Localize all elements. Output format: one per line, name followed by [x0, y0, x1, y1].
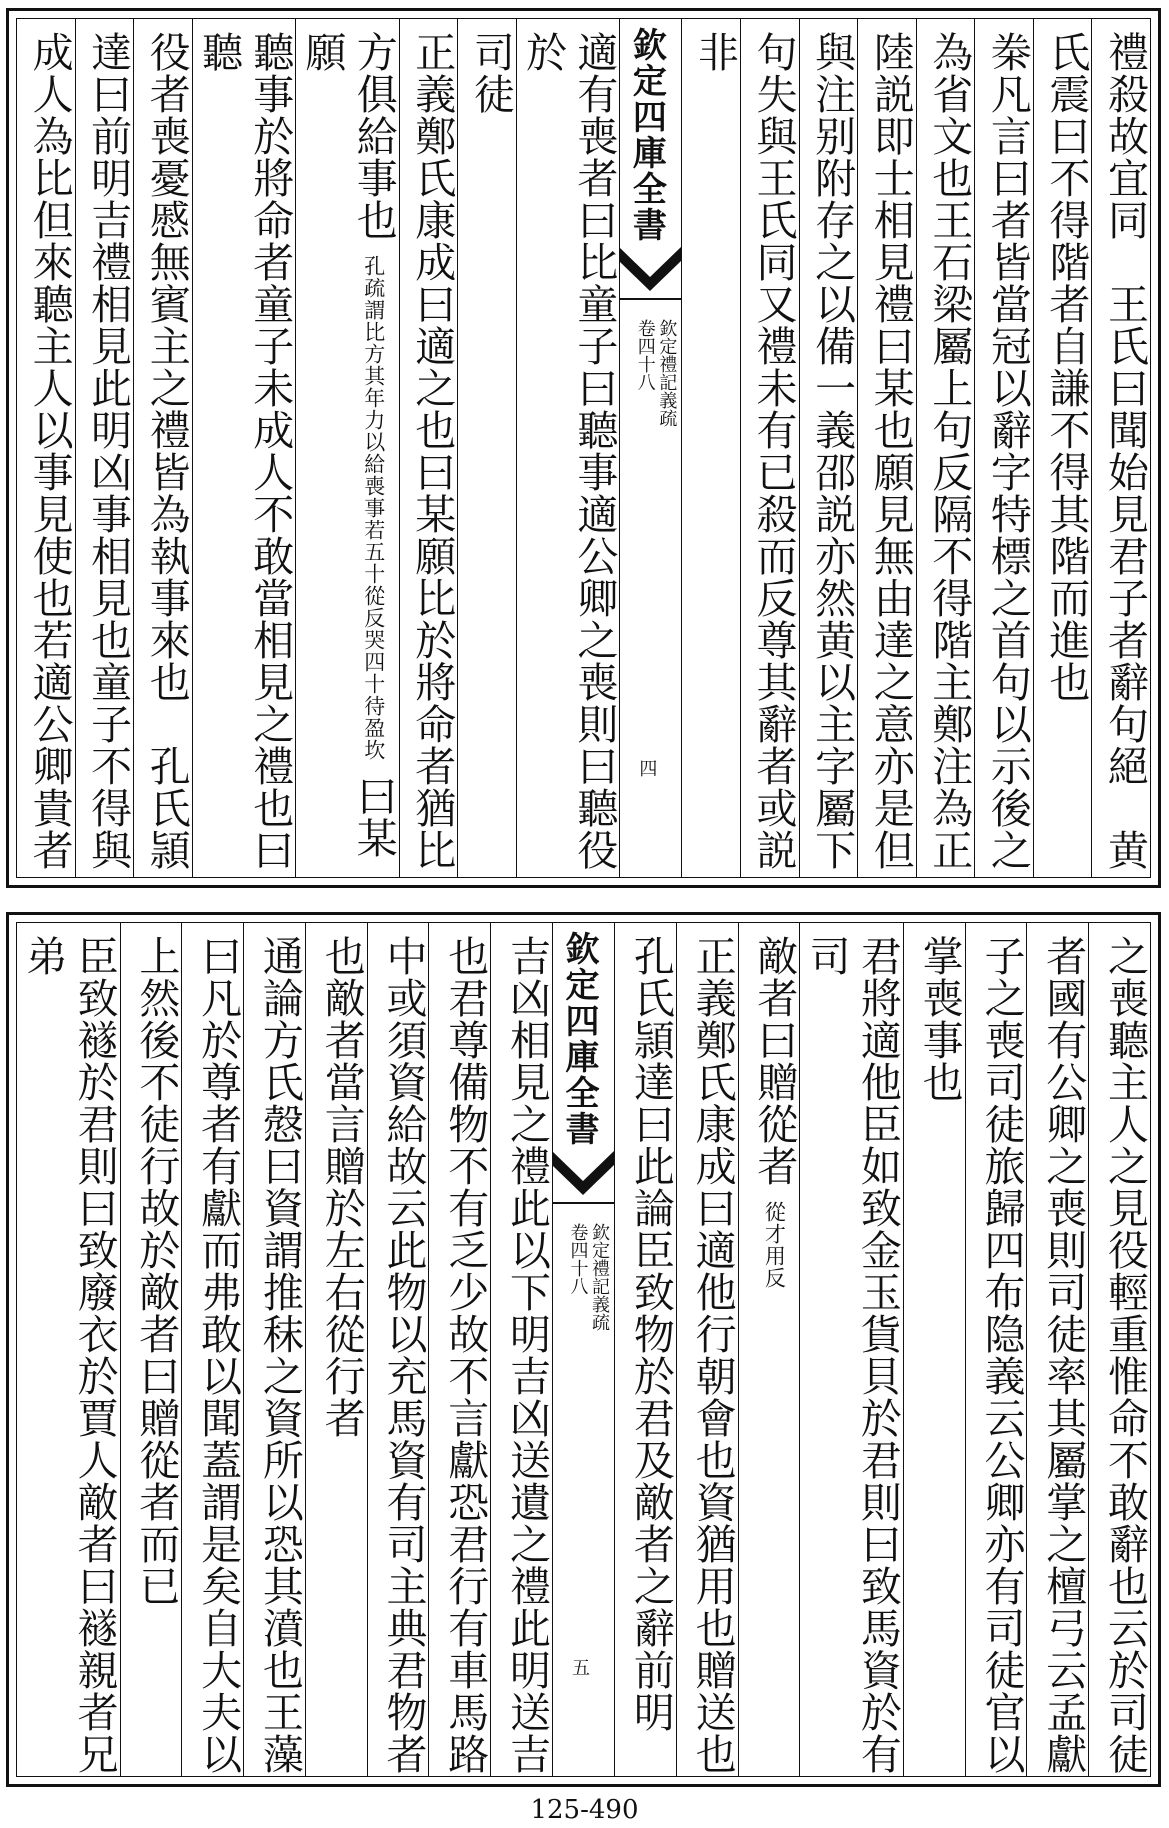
text-column: 也君尊備物不有乏少故不言獻恐君行有車馬路 — [428, 923, 490, 1776]
text-column: 之喪聽主人之見役輕重惟命不敢辭也云於司徒 — [1088, 923, 1150, 1776]
text-column: 曰凡於尊者有獻而弗敢以聞蓋謂是矣自大夫以 — [181, 923, 243, 1776]
text-column: 子之喪司徒旅歸四布隐義云公卿亦有司徒官以 — [965, 923, 1027, 1776]
text-column: 正義鄭氏康成曰適之也曰某願比於將命者猶比 — [399, 19, 458, 877]
book-title: 欽定四庫全書 — [559, 931, 600, 1147]
commentary-note: 孔疏謂比方其年力以給喪事若五十從反哭四十待盈坎 — [361, 255, 386, 762]
text-column: 禮殺故宜同 王氏曰聞始見君子者辭句絕 黄 — [1091, 19, 1150, 877]
fish-tail-mark — [619, 247, 681, 307]
bottom-page — [6, 912, 1161, 1787]
page-number: 四 — [636, 759, 658, 777]
center-gutter — [552, 923, 614, 1776]
book-title: 欽定四庫全書 — [626, 27, 667, 243]
volume-label: 欽定禮記義疏 卷四十八 — [634, 319, 678, 427]
text-column: 與注别附存之以備一義邵説亦然黄以主字屬下 — [799, 19, 858, 877]
text-column: 臣致襚於君則曰致廢衣於賈人敵者曰襚親者兄弟 — [19, 935, 119, 1775]
text-column-with-note — [295, 19, 399, 877]
main-text: 敵者曰贈從者 — [750, 935, 799, 1187]
center-gutter — [619, 19, 681, 877]
text-column: 上然後不徒行故於敵者曰贈從者而已 — [120, 923, 182, 1776]
page-footer-number: 125-490 — [530, 1795, 639, 1825]
main-text: 方俱給事也 — [349, 31, 398, 241]
commentary-note: 從才用反 — [762, 1201, 787, 1290]
text-column: 通論方氏慤曰資謂推秣之資所以恐其濆也王藻 — [243, 923, 305, 1776]
text-column: 君將適他臣如致金玉貨貝於君則曰致馬資於有司 — [799, 923, 903, 1776]
volume-label: 欽定禮記義疏 卷四十八 — [567, 1223, 611, 1331]
text-column-with-note — [738, 923, 800, 1776]
text-column: 正義鄭氏康成曰適他行朝會也資猶用也贈送也 — [676, 923, 738, 1776]
text-column: 孔氏頴達曰此論臣致物於君及敵者之辭前明 — [614, 923, 676, 1776]
main-text: 曰某願 — [298, 31, 398, 860]
text-column: 掌喪事也 — [903, 923, 965, 1776]
text-column: 司徒 — [457, 19, 516, 877]
top-page-columns — [16, 18, 1151, 878]
text-column: 中或須資給故云此物以充馬資有司主典君物者 — [367, 923, 429, 1776]
fish-tail-mark — [552, 1151, 614, 1211]
text-column: 氏震曰不得階者自謙不得其階而進也 — [1033, 19, 1092, 877]
bottom-page-columns — [16, 922, 1151, 1777]
text-column: 吉凶相見之禮此以下明吉凶送遺之禮此明送吉 — [490, 923, 552, 1776]
text-column: 也敵者當言贈於左右從行者 — [305, 923, 367, 1776]
text-column: 陸説即士相見禮曰某也願見無由達之意亦是但 — [857, 19, 916, 877]
top-page — [6, 8, 1161, 888]
text-column: 非 — [681, 19, 740, 877]
text-column: 桊凡言曰者皆當冠以辭字特標之首句以示後之 — [974, 19, 1033, 877]
text-column: 者國有公卿之喪則司徒率其屬掌之檀弓云孟獻 — [1026, 923, 1088, 1776]
page-number: 五 — [569, 1658, 591, 1676]
text-column: 句失與王氏同又禮未有已殺而反尊其辭者或説 — [740, 19, 799, 877]
text-column: 役者喪憂慼無賓主之禮皆為執事來也 孔氏頴 — [133, 19, 192, 877]
text-column: 成人為比但來聽主人以事見使也若適公卿貴者 — [25, 31, 74, 871]
text-column: 為省文也王石梁屬上句反隔不得階主鄭注為正 — [916, 19, 975, 877]
text-column: 達曰前明吉禮相見此明凶事相見也童子不得與 — [75, 19, 134, 877]
text-column: 適有喪者曰比童子曰聽事適公卿之喪則曰聽役於 — [516, 19, 620, 877]
text-column: 聽事於將命者童子未成人不敢當相見之禮也曰聽 — [192, 19, 296, 877]
